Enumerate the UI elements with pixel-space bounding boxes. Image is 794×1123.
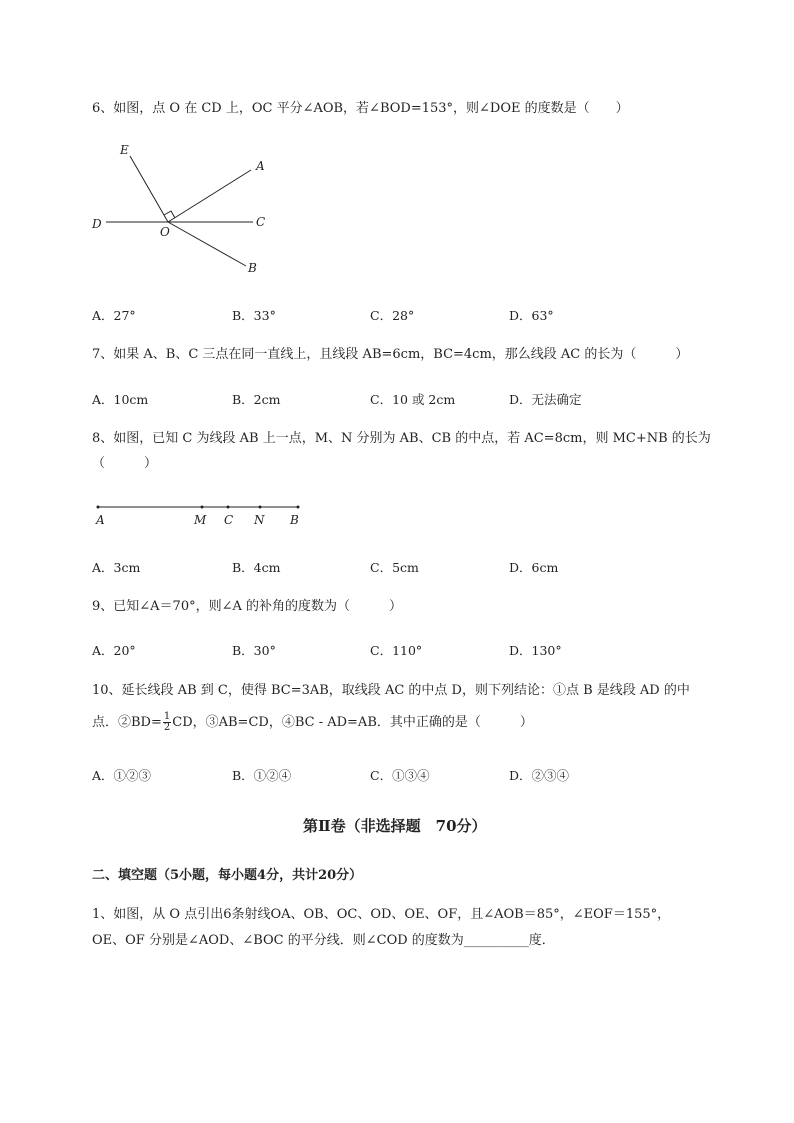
label-c: C bbox=[224, 513, 234, 527]
q8-option-a[interactable]: A．3cm bbox=[92, 560, 141, 575]
ray-oa bbox=[168, 170, 251, 222]
label-d: D bbox=[92, 217, 102, 231]
question-6-stem: 6、如图，点 O 在 CD 上，OC 平分∠AOB，若∠BOD=153°，则∠DOE 的度数是（ ） bbox=[92, 101, 629, 116]
q9-option-d[interactable]: D．130° bbox=[509, 643, 562, 658]
q7-option-b[interactable]: B．2cm bbox=[232, 392, 281, 407]
section-2-title: 第Ⅱ卷（非选择题 70分） bbox=[303, 817, 487, 835]
q10-option-a[interactable]: A．①②③ bbox=[92, 768, 152, 783]
fraction-numerator: 1 bbox=[163, 711, 171, 722]
label-e: E bbox=[120, 143, 129, 157]
q9-option-c[interactable]: C．110° bbox=[370, 643, 423, 658]
point-m bbox=[201, 506, 204, 509]
ray-ob bbox=[168, 222, 246, 266]
q8-option-b[interactable]: B．4cm bbox=[232, 560, 281, 575]
question-6-figure bbox=[88, 140, 288, 280]
question-8-stem-line1: 8、如图，已知 C 为线段 AB 上一点，M、N 分别为 AB、CB 的中点，若 AC=8cm，则 MC+NB 的长为 bbox=[92, 431, 711, 446]
q10-option-c[interactable]: C．①③④ bbox=[370, 768, 430, 783]
q10-option-b[interactable]: B．①②④ bbox=[232, 768, 292, 783]
point-n bbox=[259, 506, 262, 509]
fraction-denominator: 2 bbox=[163, 722, 171, 733]
q10-option-d[interactable]: D．②③④ bbox=[509, 768, 570, 783]
q9-option-b[interactable]: B．30° bbox=[232, 643, 276, 658]
question-8-figure bbox=[92, 497, 312, 537]
label-m: M bbox=[194, 513, 207, 527]
label-b: B bbox=[290, 513, 299, 527]
question-10-stem-line2 bbox=[92, 712, 533, 733]
section-2-subhead: 二、填空题（5小题，每小题4分，共计20分） bbox=[92, 868, 363, 883]
q8-option-c[interactable]: C．5cm bbox=[370, 560, 419, 575]
q7-option-c[interactable]: C．10 或 2cm bbox=[370, 392, 456, 407]
label-c: C bbox=[256, 215, 266, 229]
label-a: A bbox=[96, 513, 105, 527]
q6-option-b[interactable]: B．33° bbox=[232, 308, 276, 323]
question-7-stem: 7、如果 A、B、C 三点在同一直线上，且线段 AB=6cm，BC=4cm，那么线段 AC 的长为（ ） bbox=[92, 347, 689, 362]
point-a bbox=[97, 506, 100, 509]
label-b: B bbox=[248, 261, 257, 275]
fraction-one-half bbox=[163, 712, 171, 733]
q9-option-a[interactable]: A．20° bbox=[92, 643, 136, 658]
label-n: N bbox=[254, 513, 265, 527]
question-9-stem: 9、已知∠A＝70°，则∠A 的补角的度数为（ ） bbox=[92, 599, 403, 614]
label-o: O bbox=[160, 225, 170, 239]
point-b bbox=[297, 506, 300, 509]
ray-oe bbox=[130, 156, 168, 222]
q7-option-d[interactable]: D．无法确定 bbox=[509, 392, 582, 407]
q10-line2-pre: 点．②BD= bbox=[92, 715, 162, 730]
q7-option-a[interactable]: A．10cm bbox=[92, 392, 149, 407]
fill-question-1-line1: 1、如图，从 O 点引出6条射线OA、OB、OC、OD、OE、OF，且∠AOB＝85°，∠EOF＝155°， bbox=[92, 907, 671, 922]
label-a: A bbox=[256, 159, 265, 173]
point-c bbox=[227, 506, 230, 509]
question-8-stem-line2: （ ） bbox=[92, 456, 158, 471]
fill-question-1-line2: OE、OF 分别是∠AOD、∠BOC 的平分线．则∠COD 的度数为__________度． bbox=[92, 933, 555, 948]
q8-option-d[interactable]: D．6cm bbox=[509, 560, 559, 575]
question-10-stem-line1: 10、延长线段 AB 到 C，使得 BC=3AB，取线段 AC 的中点 D，则下列结论：①点 B 是线段 AD 的中 bbox=[92, 683, 690, 698]
q6-option-d[interactable]: D．63° bbox=[509, 308, 554, 323]
q6-option-c[interactable]: C．28° bbox=[370, 308, 415, 323]
q6-option-a[interactable]: A．27° bbox=[92, 308, 136, 323]
q10-line2-post: CD，③AB=CD，④BC - AD=AB．其中正确的是（ ） bbox=[172, 715, 533, 730]
